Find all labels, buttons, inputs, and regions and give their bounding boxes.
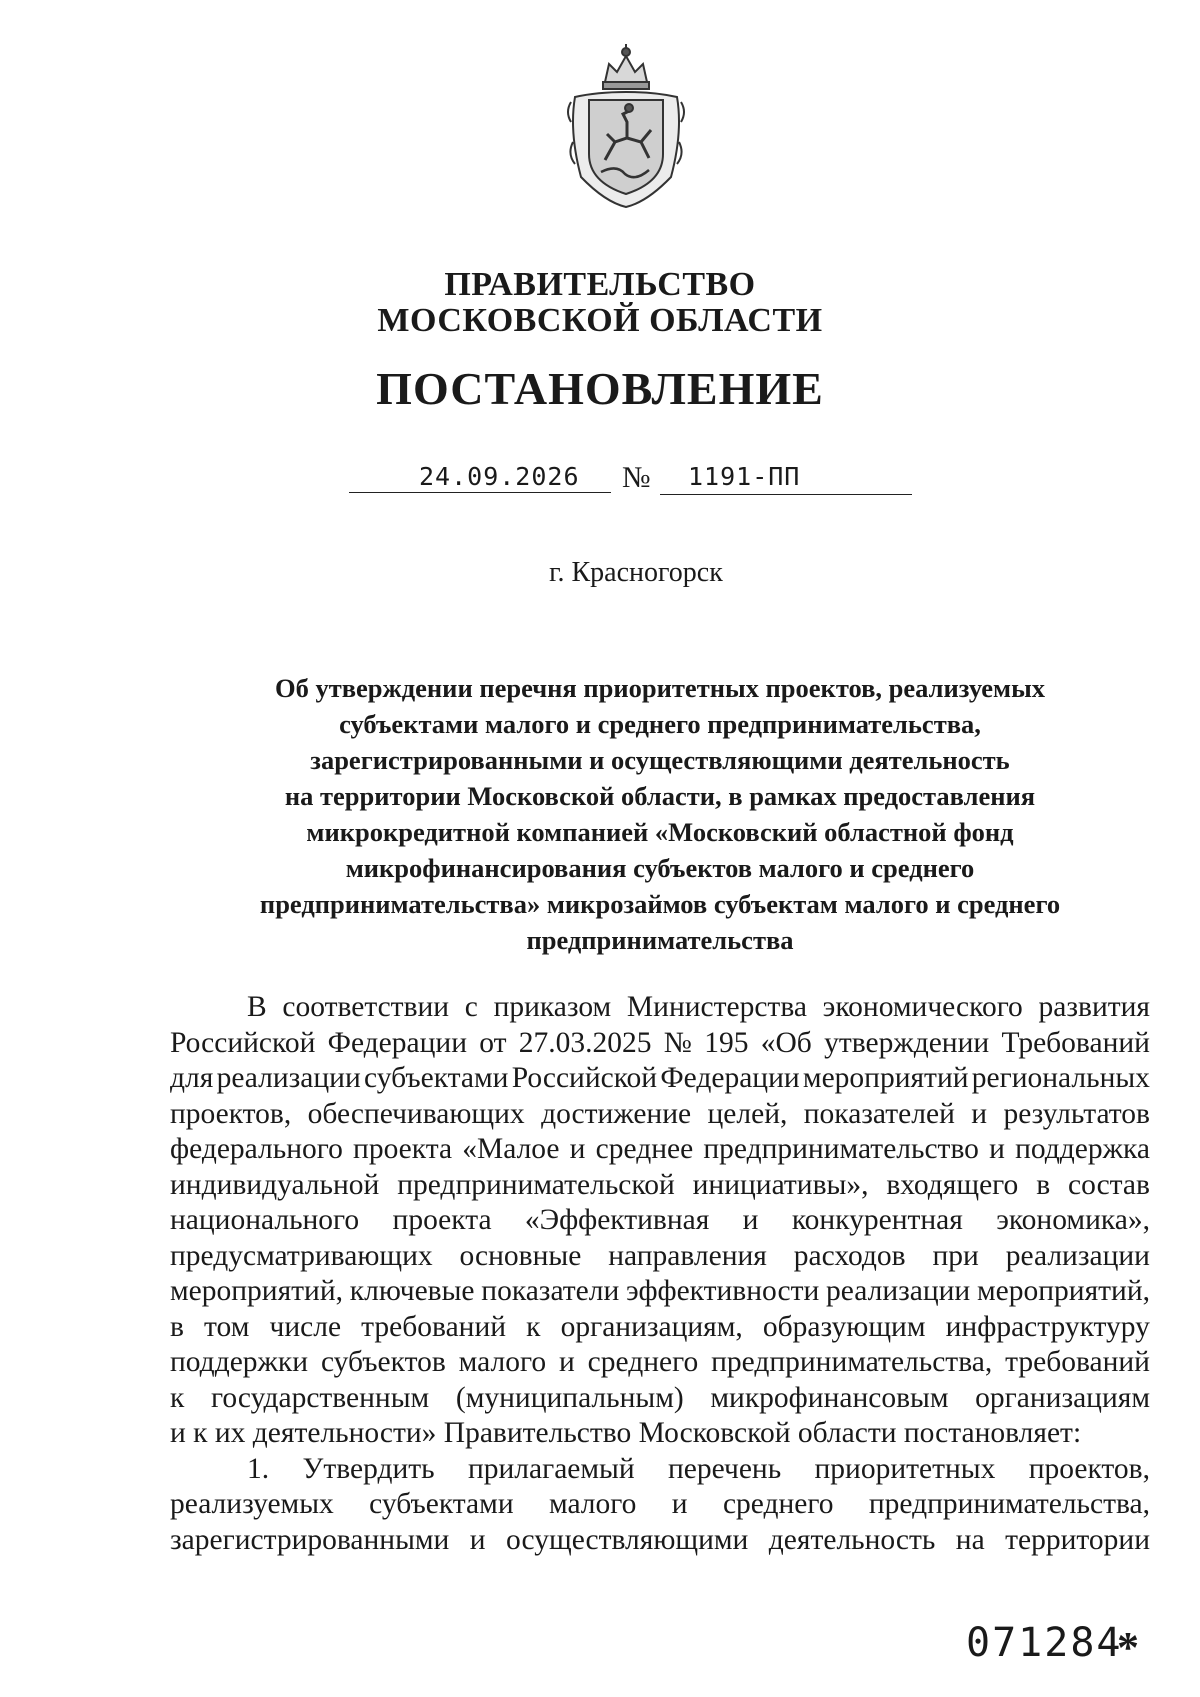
body-word: состав <box>1068 1168 1150 1201</box>
body-word: проекта <box>353 1133 453 1165</box>
body-word: 195 <box>704 1026 749 1059</box>
document-number: 1191-ПП <box>688 462 801 491</box>
body-word: утверждении <box>824 1026 990 1059</box>
body-word: Федерации <box>327 1026 467 1059</box>
body-word: к <box>526 1310 541 1343</box>
body-word: среднее <box>595 1133 694 1165</box>
body-word: деятельность <box>768 1523 936 1556</box>
body-word: осуществляющими <box>506 1523 749 1556</box>
body-word: (муниципальным) <box>455 1381 684 1414</box>
body-word: в <box>1036 1168 1051 1201</box>
body-word: малого <box>458 1346 547 1378</box>
body-word: экономика», <box>996 1204 1150 1236</box>
body-word: инфраструктуру <box>945 1310 1150 1343</box>
body-word: конкурентная <box>791 1204 963 1236</box>
title-line: микрофинансирования субъектов малого и среднего <box>345 853 975 883</box>
body-word: мероприятий <box>802 1062 969 1094</box>
body-word: прилагаемый <box>467 1452 635 1485</box>
body-word: и <box>989 1133 1005 1165</box>
body-word: требований <box>1005 1346 1150 1378</box>
body-line <box>170 1168 1150 1204</box>
body-word: целей, <box>707 1097 788 1130</box>
body-word: показателей <box>803 1097 955 1130</box>
body-word: региональных <box>971 1062 1150 1094</box>
body-word: в <box>170 1310 184 1343</box>
body-word: предпринимательской <box>397 1168 675 1201</box>
title-line: субъектами малого и среднего предпринимательства, <box>339 709 981 739</box>
body-word: на <box>955 1523 985 1556</box>
body-word: поддержки <box>170 1346 309 1378</box>
body-line <box>170 1310 1150 1346</box>
body-word: Российской <box>511 1062 658 1094</box>
body-line <box>170 990 1150 1026</box>
body-word: требований <box>361 1310 507 1343</box>
body-word: поддержка <box>1015 1133 1150 1165</box>
body-word: Министерства <box>626 991 807 1023</box>
body-word: малого <box>548 1488 637 1520</box>
body-word: организациям, <box>560 1310 743 1343</box>
body-word: и <box>469 1523 486 1556</box>
body-line: и к их деятельности» Правительство Московской области постановляет: <box>170 1417 1082 1449</box>
org-name-line1: ПРАВИТЕЛЬСТВО <box>444 266 756 303</box>
body-line <box>170 1487 1150 1523</box>
body-word: направления <box>608 1239 767 1272</box>
title-line: микрокредитной компанией «Московский областной фонд <box>306 817 1014 847</box>
body-word: экономического <box>822 991 1023 1023</box>
body-word: для <box>170 1062 214 1094</box>
title-line: предпринимательства» микрозаймов субъектам малого и среднего <box>259 889 1061 919</box>
body-line <box>170 1345 1150 1381</box>
body-line <box>170 1274 1150 1310</box>
body-word: 27.03.2025 <box>518 1026 652 1059</box>
body-word: проектов, <box>1028 1452 1150 1485</box>
body-word: от <box>479 1026 507 1059</box>
body-word: микрофинансовым <box>710 1381 949 1414</box>
body-word: «Об <box>760 1026 812 1059</box>
body-word: и <box>671 1488 688 1520</box>
body-word: предпринимательства, <box>868 1488 1150 1520</box>
body-word: перечень <box>668 1452 782 1485</box>
body-line <box>170 1523 1150 1559</box>
body-word: предусматривающих <box>170 1239 433 1272</box>
document-type: ПОСТАНОВЛЕНИЕ <box>376 363 824 414</box>
place-of-issue: г. Красногорск <box>549 557 723 588</box>
body-word: Федерации <box>660 1062 800 1094</box>
body-word: числе <box>269 1310 342 1343</box>
body-word: субъектами <box>364 1062 509 1094</box>
body-word: среднего <box>722 1488 834 1520</box>
body-word: Российской <box>170 1026 316 1059</box>
body-word: том <box>204 1310 250 1343</box>
body-word: федерального <box>170 1133 343 1165</box>
body-word: расходов <box>793 1239 906 1272</box>
body-word: реализации <box>1005 1239 1150 1272</box>
body-line <box>170 1097 1150 1133</box>
body-line <box>170 1452 1150 1488</box>
body-word: государственным <box>211 1381 430 1414</box>
body-word: развития <box>1038 991 1150 1023</box>
body-word: с <box>464 991 478 1023</box>
body-line <box>170 1061 1150 1097</box>
body-word: субъектами <box>369 1488 514 1520</box>
body-line <box>170 1203 1150 1239</box>
body-word: и <box>558 1346 575 1378</box>
body-line <box>170 1026 1150 1062</box>
number-sign: № <box>622 461 651 494</box>
body-word: и <box>971 1097 988 1130</box>
body-line <box>170 1381 1150 1417</box>
body-line <box>170 1132 1150 1168</box>
number-underline <box>660 494 912 495</box>
body-word: реализации <box>826 1275 971 1307</box>
body-word: В <box>247 991 267 1023</box>
body-word: реализации <box>216 1062 361 1094</box>
body-word: ключевые <box>349 1275 475 1307</box>
body-word: организациям <box>975 1381 1150 1414</box>
body-word: эффективности <box>626 1275 820 1307</box>
body-word: к <box>170 1381 185 1414</box>
body-word: территории <box>1005 1523 1150 1556</box>
body-word: инициативы», <box>692 1168 869 1201</box>
body-word: основные <box>459 1239 582 1272</box>
body-text <box>170 990 1150 1558</box>
body-word: реализуемых <box>170 1488 334 1520</box>
body-word: результатов <box>1003 1097 1150 1130</box>
document-date: 24.09.2026 <box>419 462 580 491</box>
body-word: 1. <box>247 1452 270 1485</box>
body-line <box>170 1239 1150 1275</box>
title-line: зарегистрированными и осуществляющими деятельность <box>310 745 1010 775</box>
body-word: индивидуальной <box>170 1168 380 1201</box>
title-line: Об утверждении перечня приоритетных проектов, реализуемых <box>274 673 1046 703</box>
body-word: показатели <box>481 1275 620 1307</box>
moscow-oblast-coat-of-arms-icon <box>565 42 687 210</box>
body-word: проектов, <box>170 1097 292 1130</box>
body-word: приказом <box>493 991 612 1023</box>
body-word: Утвердить <box>302 1452 435 1485</box>
serial-number: 071284 <box>966 1620 1123 1666</box>
body-word: «Малое <box>462 1133 560 1165</box>
body-word: входящего <box>886 1168 1019 1201</box>
body-word: № <box>663 1026 692 1059</box>
org-name-line2: МОСКОВСКОЙ ОБЛАСТИ <box>377 302 823 339</box>
document-title <box>170 670 1150 958</box>
body-word: мероприятий, <box>170 1275 343 1307</box>
body-word: мероприятий, <box>977 1275 1150 1307</box>
serial-mark: * <box>1117 1623 1139 1672</box>
body-word: национального <box>170 1204 360 1236</box>
body-word: среднего <box>587 1346 699 1378</box>
body-word: при <box>932 1239 979 1272</box>
body-word: соответствии <box>282 991 450 1023</box>
body-word: приоритетных <box>814 1452 996 1485</box>
body-word: проекта <box>392 1204 492 1236</box>
body-word: и <box>569 1133 586 1165</box>
body-word: субъектов <box>320 1346 446 1378</box>
date-underline <box>349 492 611 493</box>
body-word: образующим <box>762 1310 926 1343</box>
title-line: предпринимательства <box>526 925 794 955</box>
body-word: обеспечивающих <box>307 1097 525 1130</box>
body-word: достижение <box>541 1097 692 1130</box>
body-word: зарегистрированными <box>170 1523 450 1556</box>
body-word: предпринимательства, <box>711 1346 993 1378</box>
body-word: и <box>742 1204 759 1236</box>
body-word: предпринимательство <box>703 1133 979 1165</box>
title-line: на территории Московской области, в рамках предоставления <box>284 781 1036 811</box>
body-word: «Эффективная <box>524 1204 710 1236</box>
body-word: Требований <box>1001 1026 1150 1059</box>
